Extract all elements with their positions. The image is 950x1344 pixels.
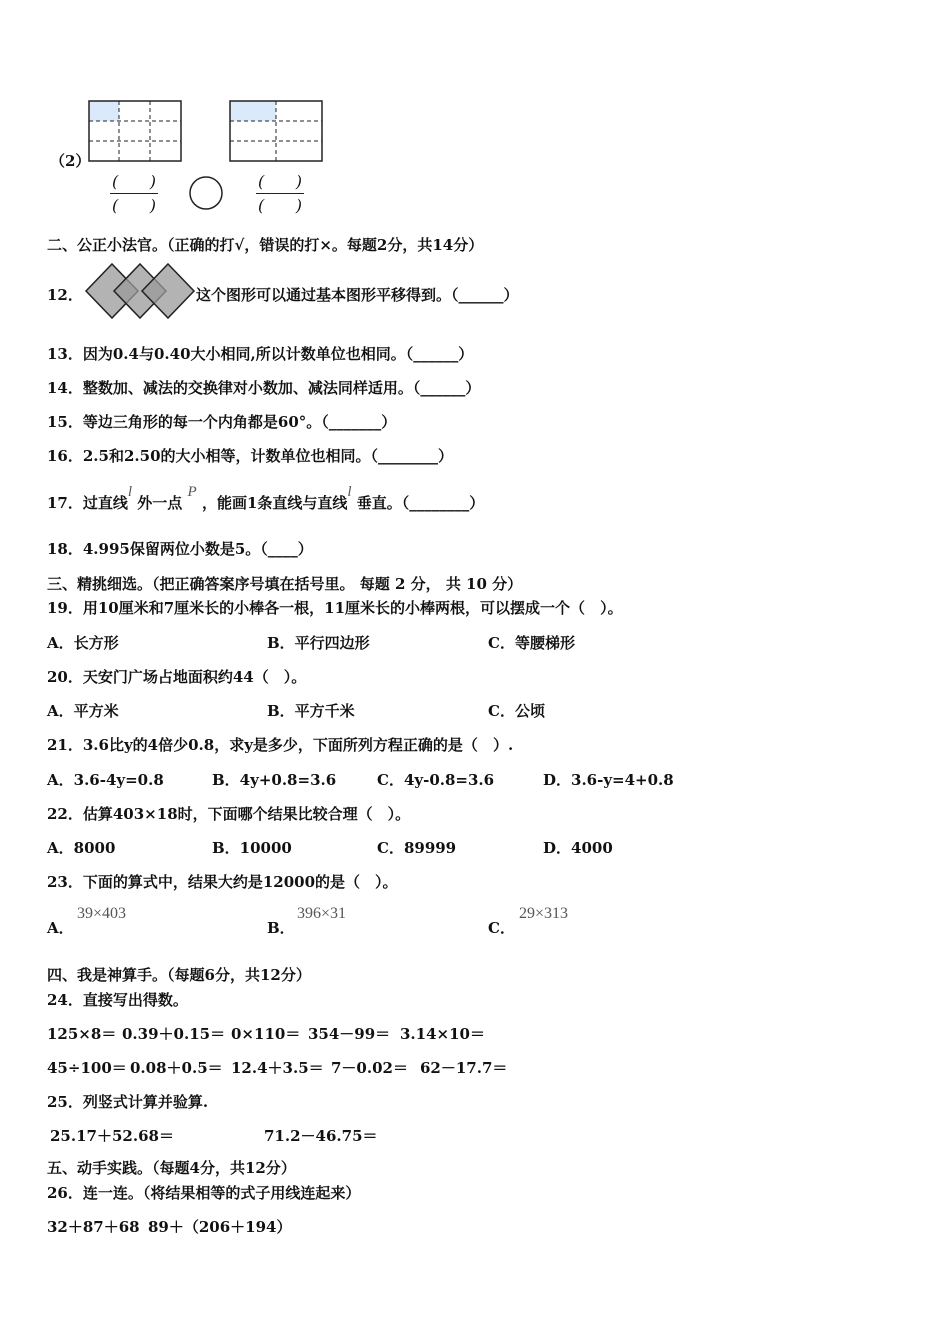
- match-item[interactable]: 32＋87＋68: [47, 1218, 140, 1236]
- q18: 18．4.995保留两位小数是5。（____）: [47, 540, 313, 558]
- q23-expr-c: 29×313: [519, 905, 569, 922]
- calc-item: 0.39＋0.15＝: [122, 1025, 226, 1043]
- q12-number: 12．: [47, 286, 83, 304]
- q19-option-a[interactable]: A．长方形: [47, 634, 119, 652]
- q19-option-b[interactable]: B．平行四边形: [267, 634, 370, 652]
- calc-item: 71.2－46.75＝: [264, 1127, 378, 1145]
- calc-item: 25.17＋52.68＝: [50, 1127, 174, 1145]
- q20: 20．天安门广场占地面积约44（ ）。: [47, 668, 307, 686]
- q17: 17．过直线l 外一点 P ，能画1条直线与直线l 垂直。（________）: [47, 484, 485, 512]
- q16: 16．2.5和2.50的大小相等，计数单位也相同。（________）: [47, 447, 454, 465]
- calc-item: 0.08＋0.5＝: [130, 1059, 223, 1077]
- overlapping-squares-figure: [84, 262, 196, 320]
- q21-option-d[interactable]: D．3.6-y=4+0.8: [543, 771, 674, 789]
- calc-item: 354－99＝: [308, 1025, 391, 1043]
- q24: 24．直接写出得数。: [47, 991, 188, 1009]
- q22-option-c[interactable]: C．89999: [377, 839, 457, 857]
- q12-text: 这个图形可以通过基本图形平移得到。（______）: [196, 286, 519, 304]
- q20-option-a[interactable]: A．平方米: [47, 702, 119, 720]
- q23: 23．下面的算式中，结果大约是12000的是（ ）。: [47, 873, 398, 891]
- fraction-blank-right[interactable]: ( ) ( ): [258, 172, 302, 215]
- q22-option-a[interactable]: A．8000: [47, 839, 116, 857]
- q23-option-c[interactable]: C．: [488, 919, 515, 937]
- match-item[interactable]: 89＋（206＋194）: [148, 1218, 292, 1236]
- q23-option-b[interactable]: B．: [267, 919, 295, 937]
- calc-item: 12.4＋3.5＝: [231, 1059, 324, 1077]
- fraction-blank-left[interactable]: ( ) ( ): [112, 172, 156, 215]
- q15: 15．等边三角形的每一个内角都是60°。（_______）: [47, 413, 397, 431]
- q21: 21．3.6比y的4倍少0.8，求y是多少，下面所列方程正确的是（ ）.: [47, 736, 514, 754]
- calc-item: 45÷100＝: [47, 1059, 127, 1077]
- q21-option-b[interactable]: B．4y+0.8=3.6: [212, 771, 337, 789]
- calc-item: 3.14×10＝: [400, 1025, 485, 1043]
- q26: 26．连一连。（将结果相等的式子用线连起来）: [47, 1184, 361, 1202]
- calc-item: 62－17.7＝: [420, 1059, 508, 1077]
- q25: 25．列竖式计算并验算.: [47, 1093, 209, 1111]
- calc-item: 0×110＝: [231, 1025, 301, 1043]
- q22-option-b[interactable]: B．10000: [212, 839, 292, 857]
- q13: 13．因为0.4与0.40大小相同,所以计数单位也相同。（______）: [47, 345, 474, 363]
- q23-option-a[interactable]: A．: [47, 919, 74, 937]
- q19: 19．用10厘米和7厘米长的小棒各一根，11厘米长的小棒两根，可以摆成一个（ ）。: [47, 599, 623, 617]
- calc-item: 125×8＝: [47, 1025, 117, 1043]
- q14: 14．整数加、减法的交换律对小数加、减法同样适用。（______）: [47, 379, 481, 397]
- q20-option-b[interactable]: B．平方千米: [267, 702, 355, 720]
- calc-item: 7－0.02＝: [331, 1059, 408, 1077]
- q20-option-c[interactable]: C．公顷: [488, 702, 545, 720]
- q23-expr-b: 396×31: [297, 905, 347, 922]
- q21-option-a[interactable]: A．3.6-4y=0.8: [47, 771, 164, 789]
- section-2-title: 二、公正小法官。（正确的打√，错误的打×。每题2分，共14分）: [47, 236, 484, 254]
- part-label: （2）: [50, 152, 91, 170]
- q19-option-c[interactable]: C．等腰梯形: [488, 634, 575, 652]
- q21-option-c[interactable]: C．4y-0.8=3.6: [377, 771, 495, 789]
- section-4-title: 四、我是神算手。（每题6分，共12分）: [47, 966, 311, 984]
- section-3-title: 三、精挑细选。（把正确答案序号填在括号里。 每题 2 分， 共 10 分）: [47, 575, 523, 593]
- q23-expr-a: 39×403: [77, 905, 127, 922]
- q22: 22．估算403×18时，下面哪个结果比较合理（ ）。: [47, 805, 411, 823]
- q22-option-d[interactable]: D．4000: [543, 839, 613, 857]
- section-5-title: 五、动手实践。（每题4分，共12分）: [47, 1159, 296, 1177]
